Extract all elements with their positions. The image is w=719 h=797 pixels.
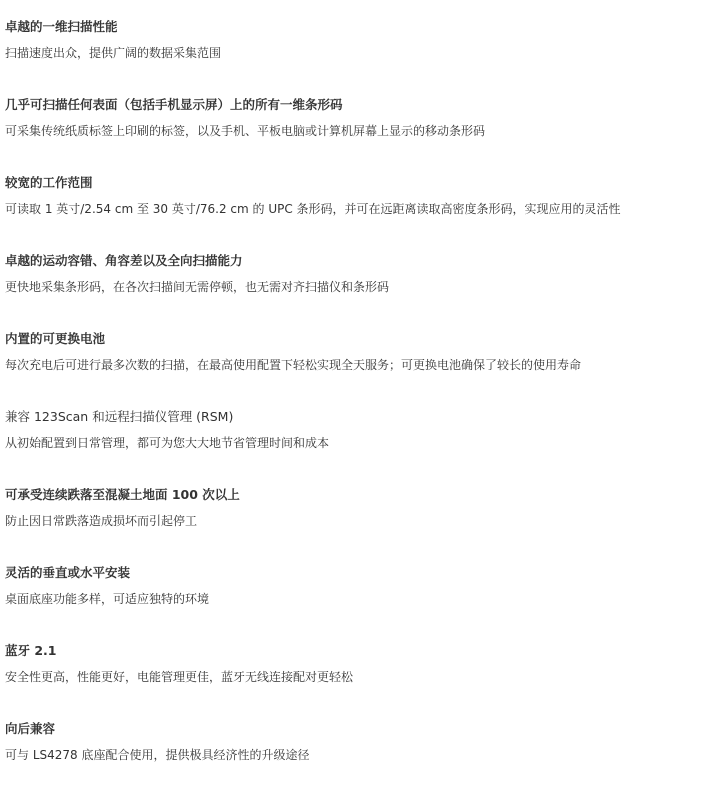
feature-item [5, 482, 710, 560]
feature-item [5, 92, 710, 170]
feature-title: 灵活的垂直或水平安装 [5, 565, 131, 580]
feature-item [5, 248, 710, 326]
feature-description: 更快地采集条形码，在各次扫描间无需停顿，也无需对齐扫描仪和条形码 [5, 280, 390, 294]
feature-item [5, 14, 710, 92]
feature-item [5, 170, 710, 248]
feature-description: 可读取 1 英寸/2.54 cm 至 30 英寸/76.2 cm 的 UPC 条形码，并可在远距离读取高密度条形码，实现应用的灵活性 [5, 202, 621, 216]
feature-item [5, 404, 710, 482]
feature-description: 扫描速度出众，提供广阔的数据采集范围 [5, 46, 222, 60]
feature-title: 内置的可更换电池 [5, 331, 106, 346]
feature-description: 从初始配置到日常管理，都可为您大大地节省管理时间和成本 [5, 436, 330, 450]
feature-title: 蓝牙 2.1 [5, 643, 57, 658]
feature-item [5, 560, 710, 638]
feature-description: 可采集传统纸质标签上印刷的标签，以及手机、平板电脑或计算机屏幕上显示的移动条形码 [5, 124, 486, 138]
feature-title: 几乎可扫描任何表面（包括手机显示屏）上的所有一维条形码 [5, 97, 343, 112]
feature-list [5, 14, 710, 794]
feature-title: 卓越的运动容错、角容差以及全向扫描能力 [5, 253, 243, 268]
feature-title: 兼容 123Scan 和远程扫描仪管理 (RSM) [5, 409, 234, 424]
feature-title: 卓越的一维扫描性能 [5, 19, 118, 34]
feature-title: 向后兼容 [5, 721, 56, 736]
feature-item [5, 326, 710, 404]
feature-description: 可与 LS4278 底座配合使用，提供极具经济性的升级途径 [5, 748, 310, 762]
feature-item [5, 638, 710, 716]
feature-description: 防止因日常跌落造成损坏而引起停工 [5, 514, 198, 528]
feature-title: 可承受连续跌落至混凝土地面 100 次以上 [5, 487, 240, 502]
feature-title: 较宽的工作范围 [5, 175, 93, 190]
feature-description: 桌面底座功能多样，可适应独特的环境 [5, 592, 210, 606]
feature-description: 每次充电后可进行最多次数的扫描，在最高使用配置下轻松实现全天服务；可更换电池确保了较长的使用寿命 [5, 358, 582, 372]
feature-item [5, 716, 710, 794]
feature-description: 安全性更高，性能更好，电能管理更佳，蓝牙无线连接配对更轻松 [5, 670, 354, 684]
